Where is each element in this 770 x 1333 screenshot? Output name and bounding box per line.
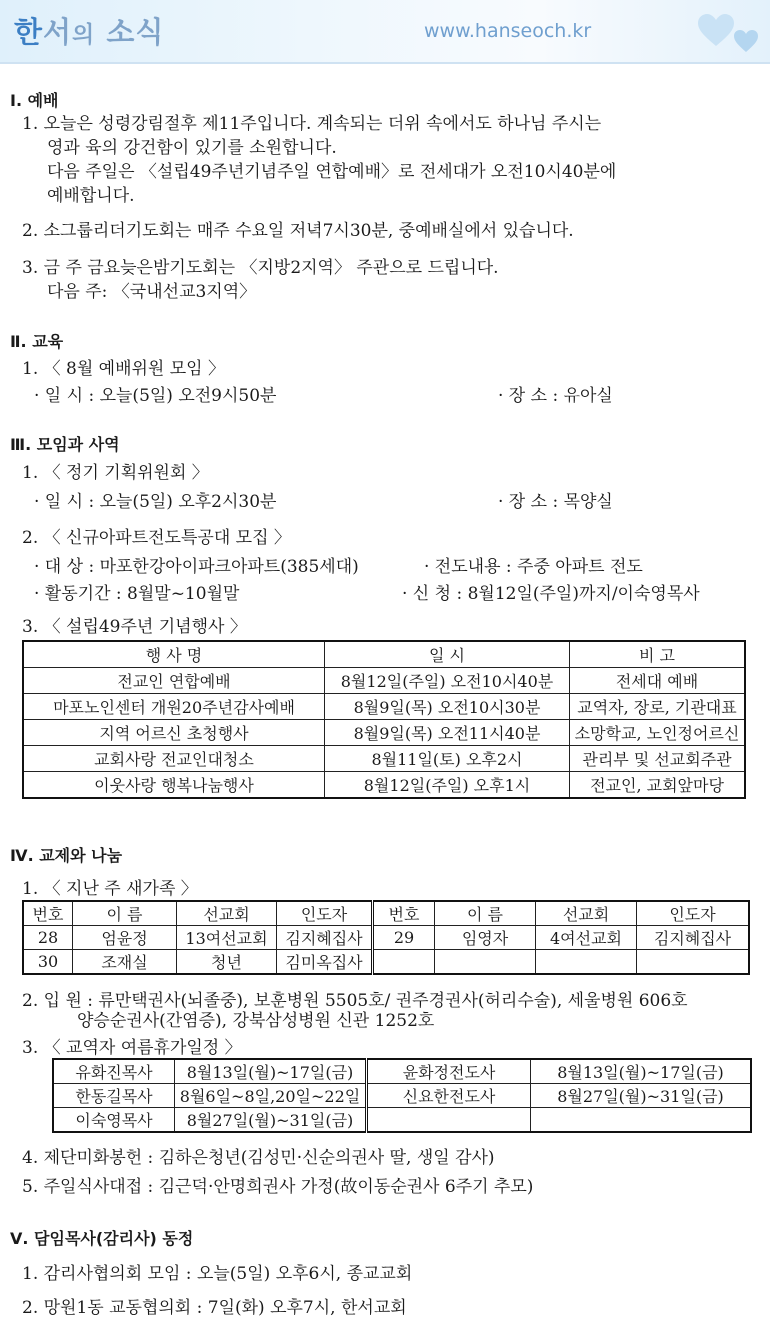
table-cell: 청년 bbox=[177, 950, 277, 975]
table-cell: 8월6일~8일,20일~22일 bbox=[175, 1084, 367, 1108]
table-cell: 이숙영목사 bbox=[53, 1108, 175, 1133]
worship-line-3: 다음 주일은 〈설립49주년기념주일 연합예배〉로 전세대가 오전10시40분에 bbox=[47, 162, 617, 182]
table-cell: 8월9일(목) 오전10시30분 bbox=[325, 694, 570, 720]
table-cell: 전교인 연합예배 bbox=[23, 668, 325, 694]
meetings-line-8: · 신 청 : 8월12일(주일)까지/이숙영목사 bbox=[402, 584, 700, 604]
table-header-cell: 번호 bbox=[373, 901, 435, 926]
table-header-cell: 이 름 bbox=[73, 901, 177, 926]
table-cell: 30 bbox=[23, 950, 73, 975]
worship-line-6: 3. 금 주 금요늦은밤기도회는 〈지방2지역〉 주관으로 드립니다. bbox=[22, 258, 499, 278]
table-header-cell: 일 시 bbox=[325, 641, 570, 668]
table-cell: 29 bbox=[373, 926, 435, 950]
education-line-3: · 장 소 : 유아실 bbox=[498, 386, 613, 406]
table-cell: 8월12일(주일) 오후1시 bbox=[325, 772, 570, 799]
table-cell bbox=[373, 950, 435, 975]
table-cell: 8월12일(주일) 오전10시40분 bbox=[325, 668, 570, 694]
table-cell: 소망학교, 노인정어르신 bbox=[570, 720, 746, 746]
table-header-cell: 인도자 bbox=[277, 901, 373, 926]
table-header-cell: 인도자 bbox=[637, 901, 750, 926]
table-header-cell: 선교회 bbox=[177, 901, 277, 926]
table-cell: 신요한전도사 bbox=[367, 1084, 531, 1108]
table-cell: 교회사랑 전교인대청소 bbox=[23, 746, 325, 772]
table-cell: 이웃사랑 행복나눔행사 bbox=[23, 772, 325, 799]
table-row bbox=[53, 1108, 751, 1133]
table-cell: 4여선교회 bbox=[536, 926, 637, 950]
table-header-cell: 선교회 bbox=[536, 901, 637, 926]
logo-han: 한 bbox=[14, 15, 44, 49]
logo-sosik: 소식 bbox=[95, 15, 165, 49]
table-cell: 교역자, 장로, 기관대표 bbox=[570, 694, 746, 720]
hearts-icon bbox=[694, 6, 764, 56]
table-cell: 8월27일(월)~31일(금) bbox=[175, 1108, 367, 1133]
table-row bbox=[23, 668, 745, 694]
education-line-1: 1. 〈 8월 예배위원 모임 〉 bbox=[22, 359, 226, 379]
table-cell: 윤화정전도사 bbox=[367, 1059, 531, 1084]
fellowship-line-6: 5. 주일식사대접 : 김근덕·안명희권사 가정(故이동순권사 6주기 추모) bbox=[22, 1177, 534, 1197]
table-cell: 김지혜집사 bbox=[277, 926, 373, 950]
table-cell bbox=[536, 950, 637, 975]
fellowship-line-4: 3. 〈 교역자 여름휴가일정 〉 bbox=[22, 1038, 242, 1058]
header-banner bbox=[0, 0, 770, 62]
table-cell bbox=[531, 1108, 752, 1133]
table-header-cell: 비 고 bbox=[570, 641, 746, 668]
table-cell: 8월13일(월)~17일(금) bbox=[531, 1059, 752, 1084]
table-cell: 마포노인센터 개원20주년감사예배 bbox=[23, 694, 325, 720]
worship-line-1: 1. 오늘은 성령강림절후 제11주입니다. 계속되는 더위 속에서도 하나님 주시는 bbox=[22, 114, 602, 134]
table-row bbox=[23, 772, 745, 799]
table-cell bbox=[367, 1108, 531, 1133]
table-row bbox=[23, 746, 745, 772]
worship-line-7: 다음 주: 〈국내선교3지역〉 bbox=[47, 282, 257, 302]
table-cell: 조재실 bbox=[73, 950, 177, 975]
meetings-line-2: · 일 시 : 오늘(5일) 오후2시30분 bbox=[34, 492, 277, 512]
table-row bbox=[23, 950, 749, 975]
meetings-line-9: 3. 〈 설립49주년 기념행사 〉 bbox=[22, 617, 247, 637]
table-cell: 김지혜집사 bbox=[637, 926, 750, 950]
table-row bbox=[23, 720, 745, 746]
table-cell: 관리부 및 선교회주관 bbox=[570, 746, 746, 772]
table-cell: 엄윤정 bbox=[73, 926, 177, 950]
pastor-line-2: 2. 망원1동 교동협의회 : 7일(화) 오후7시, 한서교회 bbox=[22, 1298, 407, 1318]
header-divider bbox=[0, 62, 770, 64]
meetings-line-4: 2. 〈 신규아파트전도특공대 모집 〉 bbox=[22, 528, 291, 548]
worship-line-2: 영과 육의 강건함이 있기를 소원합니다. bbox=[47, 138, 337, 158]
table-cell bbox=[637, 950, 750, 975]
worship-line-5: 2. 소그룹리더기도회는 매주 수요일 저녁7시30분, 중예배실에서 있습니다. bbox=[22, 221, 574, 241]
table-row bbox=[53, 1084, 751, 1108]
table-row bbox=[53, 1059, 751, 1084]
table-cell: 13여선교회 bbox=[177, 926, 277, 950]
section-title-worship: Ⅰ. 예배 bbox=[10, 91, 59, 110]
table-header-row bbox=[23, 901, 749, 926]
anniversary-events-table bbox=[22, 640, 746, 799]
table-header-cell: 이 름 bbox=[435, 901, 536, 926]
worship-line-4: 예배합니다. bbox=[47, 186, 135, 206]
education-line-2: · 일 시 : 오늘(5일) 오전9시50분 bbox=[34, 386, 277, 406]
section-title-fellowship: Ⅳ. 교제와 나눔 bbox=[10, 846, 123, 865]
table-cell: 8월11일(토) 오후2시 bbox=[325, 746, 570, 772]
section-title-pastor: Ⅴ. 담임목사(감리사) 동정 bbox=[10, 1229, 194, 1248]
new-family-table bbox=[22, 900, 750, 975]
table-cell: 8월9일(목) 오전11시40분 bbox=[325, 720, 570, 746]
table-cell: 8월13일(월)~17일(금) bbox=[175, 1059, 367, 1084]
table-header-row bbox=[23, 641, 745, 668]
fellowship-line-1: 1. 〈 지난 주 새가족 〉 bbox=[22, 879, 198, 899]
logo-ui: 의 bbox=[72, 22, 96, 48]
pastor-line-1: 1. 감리사협의회 모임 : 오늘(5일) 오후6시, 종교교회 bbox=[22, 1264, 413, 1284]
table-cell: 임영자 bbox=[435, 926, 536, 950]
table-cell: 한동길목사 bbox=[53, 1084, 175, 1108]
meetings-line-1: 1. 〈 정기 기획위원회 〉 bbox=[22, 463, 209, 483]
section-title-education: Ⅱ. 교육 bbox=[10, 332, 64, 351]
table-cell: 전세대 예배 bbox=[570, 668, 746, 694]
meetings-line-7: · 활동기간 : 8월말~10월말 bbox=[34, 584, 240, 604]
table-cell bbox=[435, 950, 536, 975]
table-cell: 유화진목사 bbox=[53, 1059, 175, 1084]
fellowship-line-2: 2. 입 원 : 류만택권사(뇌졸중), 보훈병원 5505호/ 권주경권사(허리수술), 세울병원 606호 bbox=[22, 991, 688, 1011]
meetings-line-3: · 장 소 : 목양실 bbox=[498, 492, 613, 512]
vacation-schedule-table bbox=[52, 1058, 752, 1133]
meetings-line-5: · 대 상 : 마포한강아이파크아파트(385세대) bbox=[34, 557, 359, 577]
meetings-line-6: · 전도내용 : 주중 아파트 전도 bbox=[424, 557, 643, 577]
website-url[interactable]: www.hanseoch.kr bbox=[424, 20, 592, 42]
section-title-meetings: Ⅲ. 모임과 사역 bbox=[10, 435, 120, 454]
logo bbox=[14, 10, 164, 51]
table-cell: 지역 어르신 초청행사 bbox=[23, 720, 325, 746]
table-cell: 김미옥집사 bbox=[277, 950, 373, 975]
table-cell: 28 bbox=[23, 926, 73, 950]
table-header-cell: 번호 bbox=[23, 901, 73, 926]
table-row bbox=[23, 926, 749, 950]
fellowship-line-5: 4. 제단미화봉헌 : 김하은청년(김성민·신순의권사 딸, 생일 감사) bbox=[22, 1148, 495, 1168]
logo-seo: 서 bbox=[43, 15, 73, 49]
fellowship-line-3: 양승순권사(간염증), 강북삼성병원 신관 1252호 bbox=[77, 1011, 435, 1031]
table-header-cell: 행 사 명 bbox=[23, 641, 325, 668]
table-row bbox=[23, 694, 745, 720]
table-cell: 8월27일(월)~31일(금) bbox=[531, 1084, 752, 1108]
table-cell: 전교인, 교회앞마당 bbox=[570, 772, 746, 799]
